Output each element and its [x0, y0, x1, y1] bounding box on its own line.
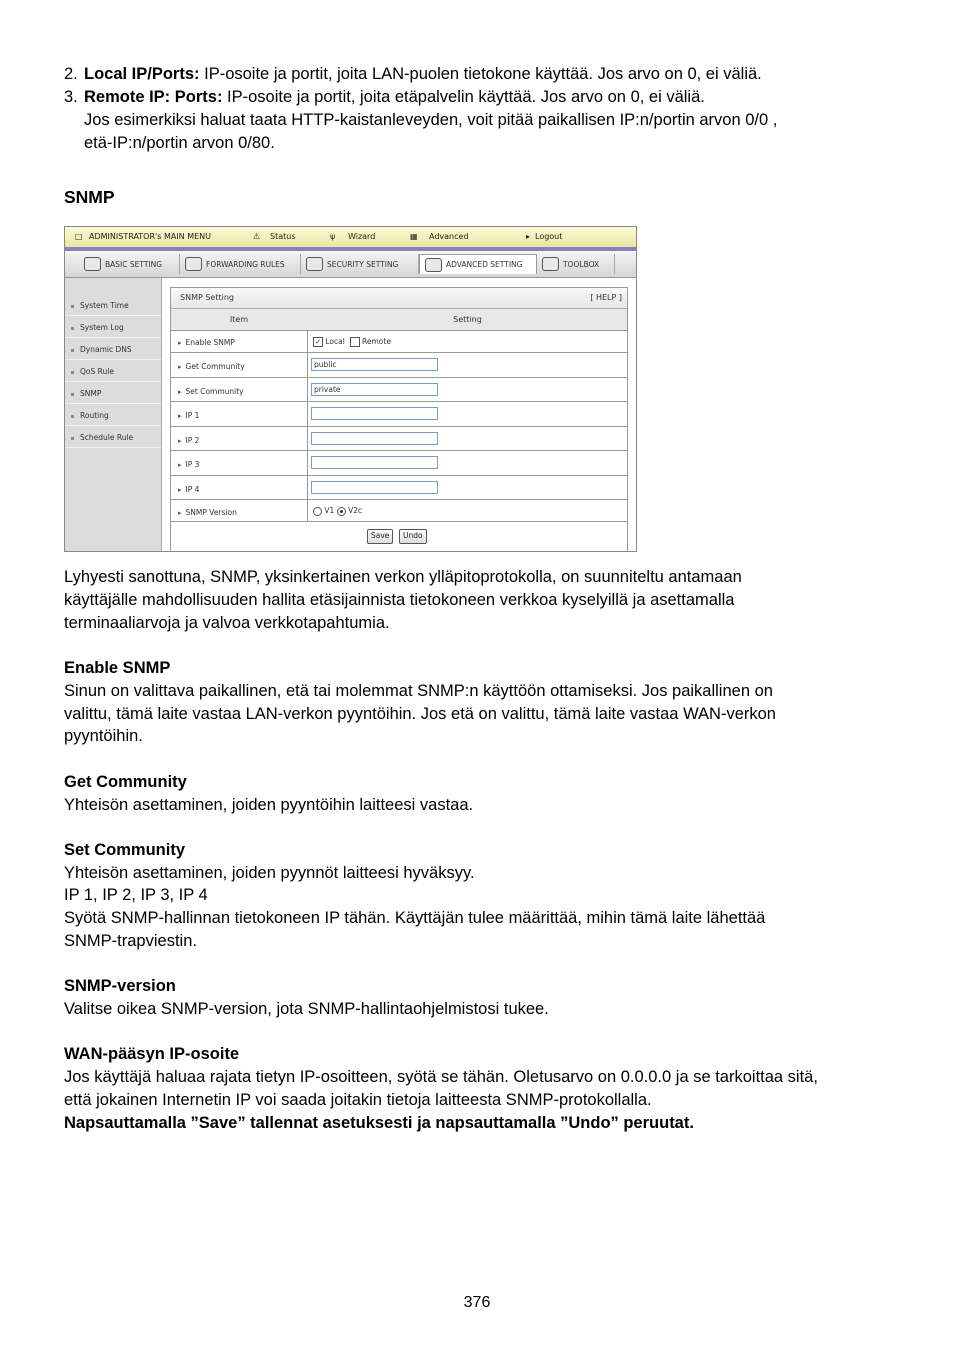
section-heading: WAN-pääsyn IP-osoite [64, 1045, 240, 1063]
list-continuation: etä-IP:n/portin arvon 0/80. [84, 134, 275, 152]
table-row: ▸ Get Community public [171, 353, 627, 378]
section-title: SNMP [64, 187, 115, 207]
final-note: Napsauttamalla ”Save” tallennat asetuksesti ja napsauttamalla ”Undo” peruutat. [64, 1114, 694, 1132]
sidebar-item-qos-rule[interactable]: QoS Rule [65, 361, 161, 382]
set-community-input[interactable]: private [311, 383, 438, 396]
sidebar-item-schedule-rule[interactable]: Schedule Rule [65, 427, 161, 448]
table-row: ▸ IP 1 [171, 402, 627, 427]
remote-checkbox[interactable] [350, 337, 360, 347]
wizard-link[interactable]: Wizard [348, 232, 376, 241]
table-row: ▸ Set Community private [171, 378, 627, 402]
panel-title: SNMP Setting [180, 293, 234, 302]
sidebar-item-system-time[interactable]: System Time [65, 295, 161, 316]
list-item: 2. Local IP/Ports: IP-osoite ja portit, joita LAN-puolen tietokone käyttää. Jos arvo on 0, ei väliä. [64, 65, 762, 83]
intro-line: terminaaliarvoja ja valvoa verkkotapahtumia. [64, 614, 390, 632]
paragraph-line: IP 1, IP 2, IP 3, IP 4 [64, 886, 208, 904]
undo-button[interactable]: Undo [399, 529, 427, 544]
advanced-link[interactable]: Advanced [429, 232, 469, 241]
paragraph-line: valittu, tämä laite vastaa LAN-verkon pyyntöihin. Jos etä on valittu, tämä laite vastaa WAN-verkon [64, 705, 776, 723]
sidebar-item-system-log[interactable]: System Log [65, 317, 161, 338]
paragraph-line: että jokainen Internetin IP voi saada joitakin tietoja laitteesta SNMP-protokollalla. [64, 1091, 652, 1109]
table-row: ▸ Enable SNMP ✓ Local Remote [171, 330, 627, 353]
sidebar-item-snmp[interactable]: SNMP [65, 383, 161, 404]
section-heading: Set Community [64, 841, 186, 859]
paragraph-line: Yhteisön asettaminen, joiden pyyntöihin laitteesi vastaa. [64, 796, 474, 814]
table-row: ▸ IP 4 [171, 476, 627, 500]
intro-line: Lyhyesti sanottuna, SNMP, yksinkertainen verkon ylläpitoprotokolla, on suunniteltu antamaan [64, 568, 742, 586]
basic-setting-icon [84, 257, 101, 271]
snmp-setting-panel [170, 287, 628, 552]
ip1-input[interactable] [311, 407, 438, 420]
list-continuation: Jos esimerkiksi haluat taata HTTP-kaistanleveyden, voit pitää paikallisen IP:n/portin arvon 0/0 , [84, 111, 778, 129]
save-button[interactable]: Save [367, 529, 393, 544]
table-row: ▸ IP 2 [171, 427, 627, 451]
security-icon [306, 257, 323, 271]
v1-radio[interactable] [313, 507, 322, 516]
paragraph-line: Jos käyttäjä haluaa rajata tietyn IP-osoitteen, syötä se tähän. Oletusarvo on 0.0.0.0 ja se tarkoittaa sitä, [64, 1068, 818, 1086]
toolbox-icon [542, 257, 559, 271]
intro-line: käyttäjälle mahdollisuuden hallita etäsijainnista tietokoneen verkkoa kyselyillä ja asettamalla [64, 591, 735, 609]
table-row: ▸ IP 3 [171, 451, 627, 476]
paragraph-line: Sinun on valittava paikallinen, etä tai molemmat SNMP:n käyttöön ottamiseksi. Jos paikallinen on [64, 682, 773, 700]
get-community-input[interactable]: public [311, 358, 438, 371]
wizard-icon: ψ [330, 232, 336, 241]
advanced-setting-icon [425, 258, 442, 272]
ip4-input[interactable] [311, 481, 438, 494]
status-link[interactable]: Status [270, 232, 296, 241]
section-heading: Enable SNMP [64, 659, 171, 677]
top-menu-bar [65, 227, 636, 251]
logout-link[interactable]: Logout [535, 232, 563, 241]
paragraph-line: Valitse oikea SNMP-version, jota SNMP-hallintaohjelmistosi tukee. [64, 1000, 549, 1018]
help-link[interactable]: [ HELP ] [590, 293, 622, 302]
status-icon: ⚠ [253, 232, 261, 241]
paragraph-line: Yhteisön asettaminen, joiden pyynnöt laitteesi hyväksyy. [64, 864, 475, 882]
paragraph-line: SNMP-trapviestin. [64, 932, 197, 950]
tab-advanced-setting[interactable]: ADVANCED SETTING [419, 254, 537, 274]
arrow-right-icon: ▸ [526, 232, 531, 241]
paragraph-line: pyyntöihin. [64, 727, 143, 745]
ip3-input[interactable] [311, 456, 438, 469]
advanced-icon: ▦ [410, 232, 418, 241]
local-checkbox[interactable]: ✓ [313, 337, 323, 347]
panel-header [171, 288, 627, 309]
main-menu-label: ADMINISTRATOR's MAIN MENU [89, 232, 211, 241]
router-screenshot [64, 226, 637, 552]
page-number: 376 [463, 1294, 491, 1311]
tab-toolbox[interactable]: TOOLBOX [537, 254, 615, 274]
forwarding-icon [185, 257, 202, 271]
paragraph-line: Syötä SNMP-hallinnan tietokoneen IP tähän. Käyttäjän tulee määrittää, mihin tämä laite lähettää [64, 909, 766, 927]
list-item: 3. Remote IP: Ports: IP-osoite ja portit, joita etäpalvelin käyttää. Jos arvo on 0, ei väliä. [64, 88, 705, 106]
sidebar [65, 278, 162, 551]
menu-icon: □ [75, 232, 83, 241]
v2c-radio[interactable] [337, 507, 346, 516]
section-heading: Get Community [64, 773, 187, 791]
ip2-input[interactable] [311, 432, 438, 445]
column-header: Item Setting [171, 309, 627, 331]
tab-security-setting[interactable]: SECURITY SETTING [301, 254, 419, 274]
sidebar-item-dynamic-dns[interactable]: Dynamic DNS [65, 339, 161, 360]
tab-basic-setting[interactable]: BASIC SETTING [79, 254, 180, 274]
table-row: ▸ SNMP Version V1 V2c [171, 500, 627, 522]
sidebar-item-routing[interactable]: Routing [65, 405, 161, 426]
tab-bar [65, 251, 636, 278]
tab-forwarding-rules[interactable]: FORWARDING RULES [180, 254, 301, 274]
section-heading: SNMP-version [64, 977, 176, 995]
